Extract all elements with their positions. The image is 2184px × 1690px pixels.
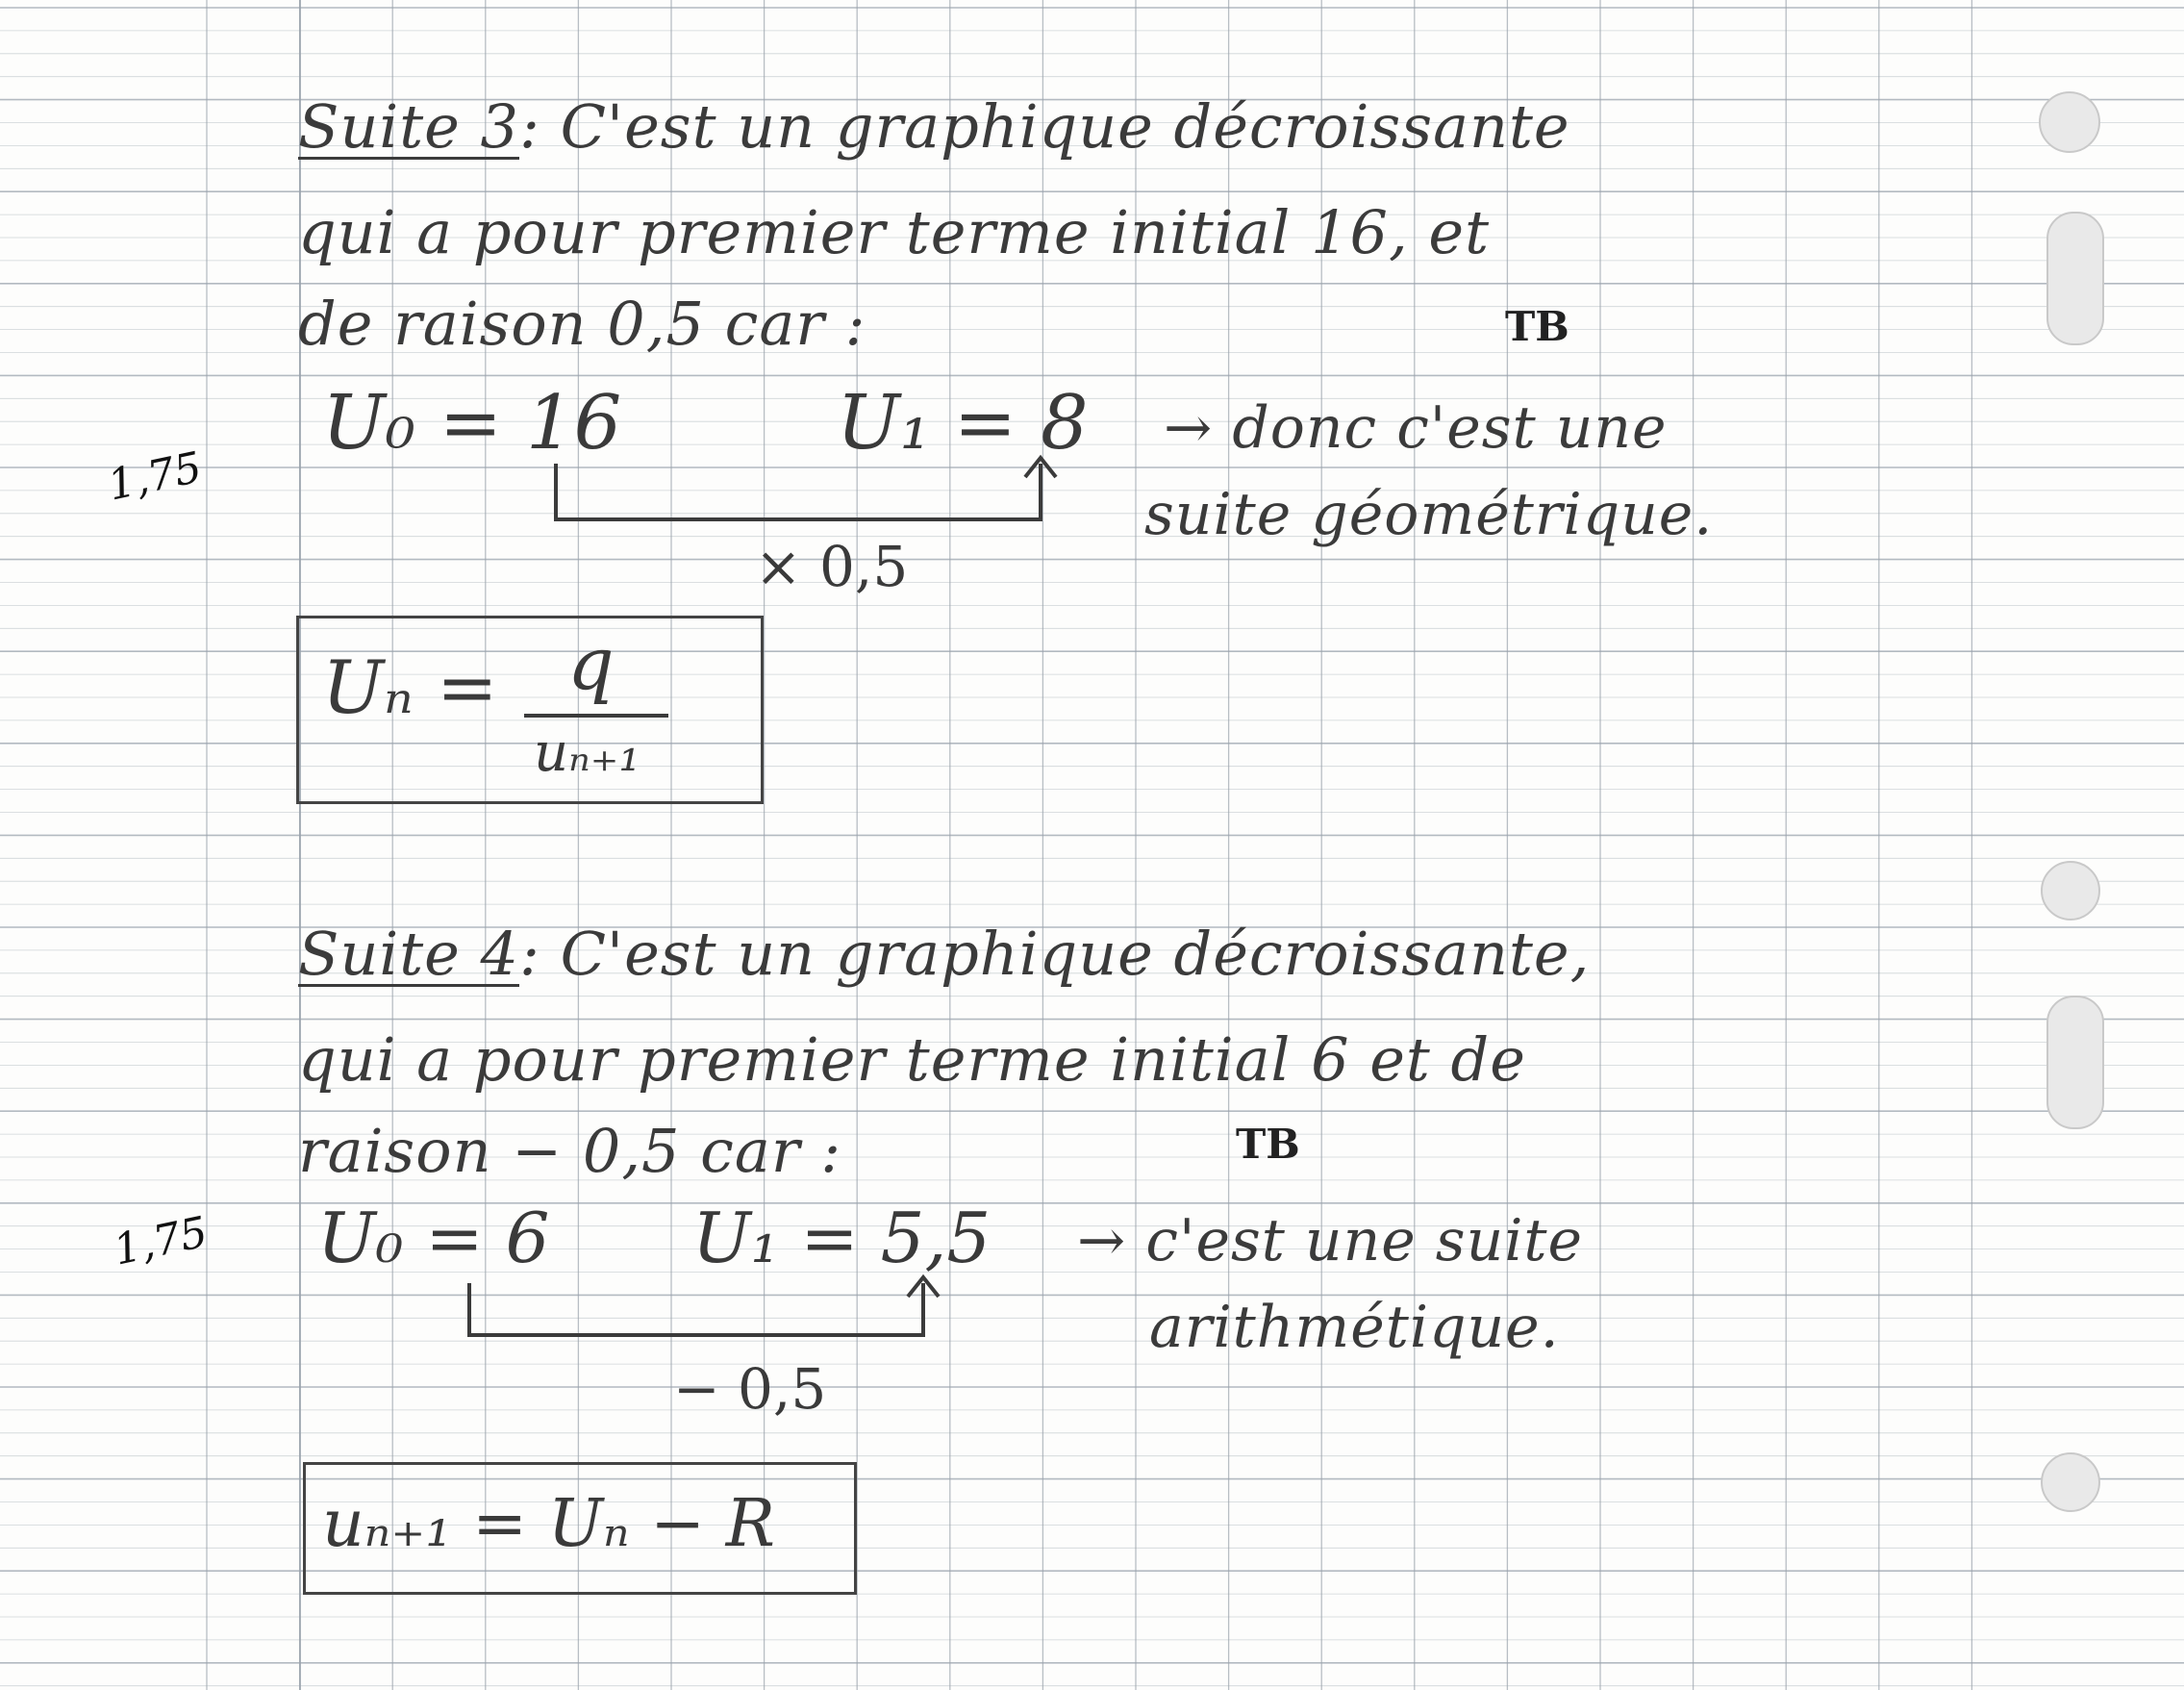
binder-hole-bottom <box>2041 1452 2100 1512</box>
binder-slot-upper <box>2046 212 2104 345</box>
suite4-u0: U₀ = 6 <box>317 1198 550 1278</box>
suite4-grade: 1,75 <box>109 1207 213 1275</box>
suite4-line2: qui a pour premier terme initial 6 et de <box>298 1024 1526 1095</box>
suite3-bracket <box>539 452 1058 529</box>
suite4-line3: raison − 0,5 car : <box>298 1116 842 1186</box>
suite3-grade: 1,75 <box>103 442 207 511</box>
suite3-line1-text: : C'est un graphique décroissante <box>519 91 1570 162</box>
suite3-line1 <box>298 91 1570 162</box>
binder-hole-top <box>2039 91 2100 153</box>
suite3-teacher-mark: TB <box>1505 303 1569 350</box>
suite4-u1: U₁ = 5,5 <box>692 1198 992 1278</box>
suite3-u0: U₀ = 16 <box>322 380 622 467</box>
suite4-teacher-mark: TB <box>1236 1121 1300 1168</box>
suite3-conclusion: suite géométrique. <box>1144 481 1714 548</box>
suite3-fraction-bar <box>524 714 668 718</box>
suite3-u1: U₁ = 8 <box>837 380 1089 467</box>
suite3-heading: Suite 3 <box>298 91 519 162</box>
suite3-formula-num: q <box>567 620 615 706</box>
suite4-line1-text: : C'est un graphique décroissante, <box>519 919 1591 989</box>
suite4-line1 <box>298 919 1590 989</box>
suite3-line3: de raison 0,5 car : <box>298 289 866 359</box>
suite4-conclusion: arithmétique. <box>1149 1294 1560 1361</box>
binder-slot-lower <box>2046 996 2104 1129</box>
suite3-formula-lhs: Uₙ = <box>322 644 498 730</box>
suite4-heading: Suite 4 <box>298 919 519 989</box>
binder-hole-middle <box>2041 861 2100 921</box>
suite4-bracket <box>452 1270 942 1347</box>
suite4-arrow-text: → c'est une suite <box>1077 1207 1584 1274</box>
suite3-arrow-text: → donc c'est une <box>1164 394 1668 462</box>
suite4-difference: − 0,5 <box>673 1356 827 1422</box>
suite3-factor: × 0,5 <box>755 534 909 599</box>
suite3-formula-den: uₙ₊₁ <box>534 721 640 784</box>
suite3-line2: qui a pour premier terme initial 16, et <box>298 197 1490 267</box>
suite4-formula: uₙ₊₁ = Uₙ − R <box>322 1486 775 1562</box>
